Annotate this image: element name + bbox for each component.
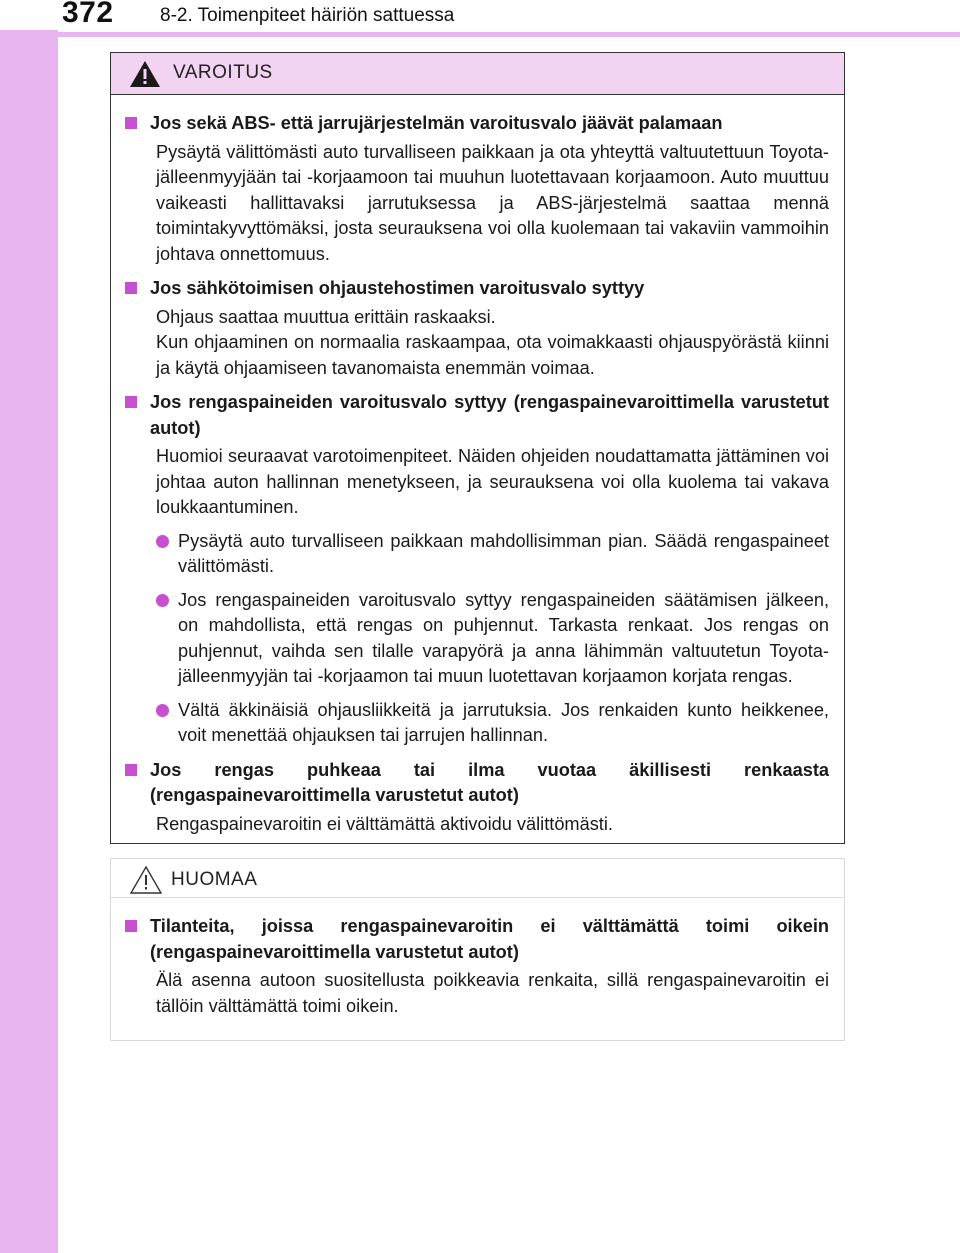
item-title: Jos sekä ABS- että jarrujärjestelmän varoitusvalo jäävät palamaan (131, 111, 829, 137)
warning-item (131, 111, 829, 267)
item-text: Huomioi seuraavat varotoimenpiteet. Näiden ohjeiden noudattamatta jättäminen voi johtaa auton hallinnan menetykseen, ja seurauksena voi olla kuolema tai vakava loukkaantuminen. (156, 446, 829, 517)
section-title: 8-2. Toimenpiteet häiriön sattuessa (160, 5, 455, 26)
notice-item (131, 914, 829, 1019)
square-marker-icon (125, 764, 137, 776)
item-text: Älä asenna autoon suositellusta poikkeavia renkaita, sillä rengaspainevaroitin ei tällöin välttämättä toimi oikein. (156, 970, 829, 1016)
square-marker-icon (125, 117, 137, 129)
warning-item (131, 390, 829, 749)
notice-body (111, 898, 844, 1019)
bullet-dot-icon (156, 594, 169, 607)
header-band (0, 0, 960, 30)
item-text: Ohjaus saattaa muuttua erittäin raskaaksi. (156, 306, 496, 327)
bullet-item: Vältä äkkinäisiä ohjausliikkeitä ja jarrutuksia. Jos renkaiden kunto heikkenee, voit menettää ohjauksen tai jarrujen hallinnan. (131, 698, 829, 749)
bullet-item: Jos rengaspaineiden varoitusvalo syttyy rengaspaineiden säätämisen jälkeen, on mahdollista, että rengas on puhjennut. Tarkasta renkaat. Jos rengas on puhjennut, vaihda sen tilalle varapyörä ja anna lähimmän valtuutetun Toyota-jälleenmyyjän tai -korjaamon tai muun luotettavan korjaamon korjata rengas. (131, 588, 829, 690)
warning-box (110, 52, 845, 844)
square-marker-icon (125, 282, 137, 294)
item-title: Jos sähkötoimisen ohjaustehostimen varoitusvalo syttyy (131, 276, 829, 302)
warning-triangle-icon (128, 59, 162, 89)
square-marker-icon (125, 920, 137, 932)
caution-triangle-icon (129, 865, 163, 895)
notice-label: HUOMAA (171, 869, 258, 890)
page-number: 372 (62, 0, 114, 29)
warning-item (131, 276, 829, 381)
chapter-sidebar (0, 0, 58, 1253)
header-rule (58, 32, 960, 37)
warning-body (111, 95, 844, 837)
item-text: Kun ohjaaminen on normaalia raskaampaa, ota voimakkaasti ohjauspyörästä kiinni ja käytä ohjaamiseen tavanomaista enemmän voimaa. (156, 332, 829, 378)
item-text: Pysäytä välittömästi auto turvalliseen paikkaan ja ota yhteyttä valtuutettuun Toyota-jälleenmyyjään tai -korjaamoon tai muuhun luotettavaan korjaamoon. Auto muuttuu vaikeasti hallittavaksi jarrutuksessa ja ABS-järjestelmä saattaa mennä toimintakyvyttömäksi, josta seurauksena voi olla kuolemaan tai vakaviin vammoihin johtava onnettomuus. (156, 141, 829, 264)
warning-label: VAROITUS (173, 62, 273, 83)
bullet-dot-icon (156, 704, 169, 717)
bullet-item: Pysäytä auto turvalliseen paikkaan mahdollisimman pian. Säädä rengaspaineet välittömästi. (131, 529, 829, 580)
notice-box (110, 858, 845, 1041)
item-title: Tilanteita, joissa rengaspainevaroitin ei välttämättä toimi oikein (rengaspainevaroittimella varustetut autot) (131, 914, 829, 965)
item-title: Jos rengas puhkeaa tai ilma vuotaa äkillisesti renkaasta (rengaspainevaroittimella varustetut autot) (131, 758, 829, 809)
item-title: Jos rengaspaineiden varoitusvalo syttyy (rengaspainevaroittimella varustetut autot) (131, 390, 829, 441)
warning-header (111, 53, 844, 95)
item-text: Rengaspainevaroitin ei välttämättä aktivoidu välittömästi. (156, 813, 613, 834)
warning-item (131, 758, 829, 838)
notice-header (111, 859, 844, 898)
square-marker-icon (125, 396, 137, 408)
bullet-dot-icon (156, 535, 169, 548)
